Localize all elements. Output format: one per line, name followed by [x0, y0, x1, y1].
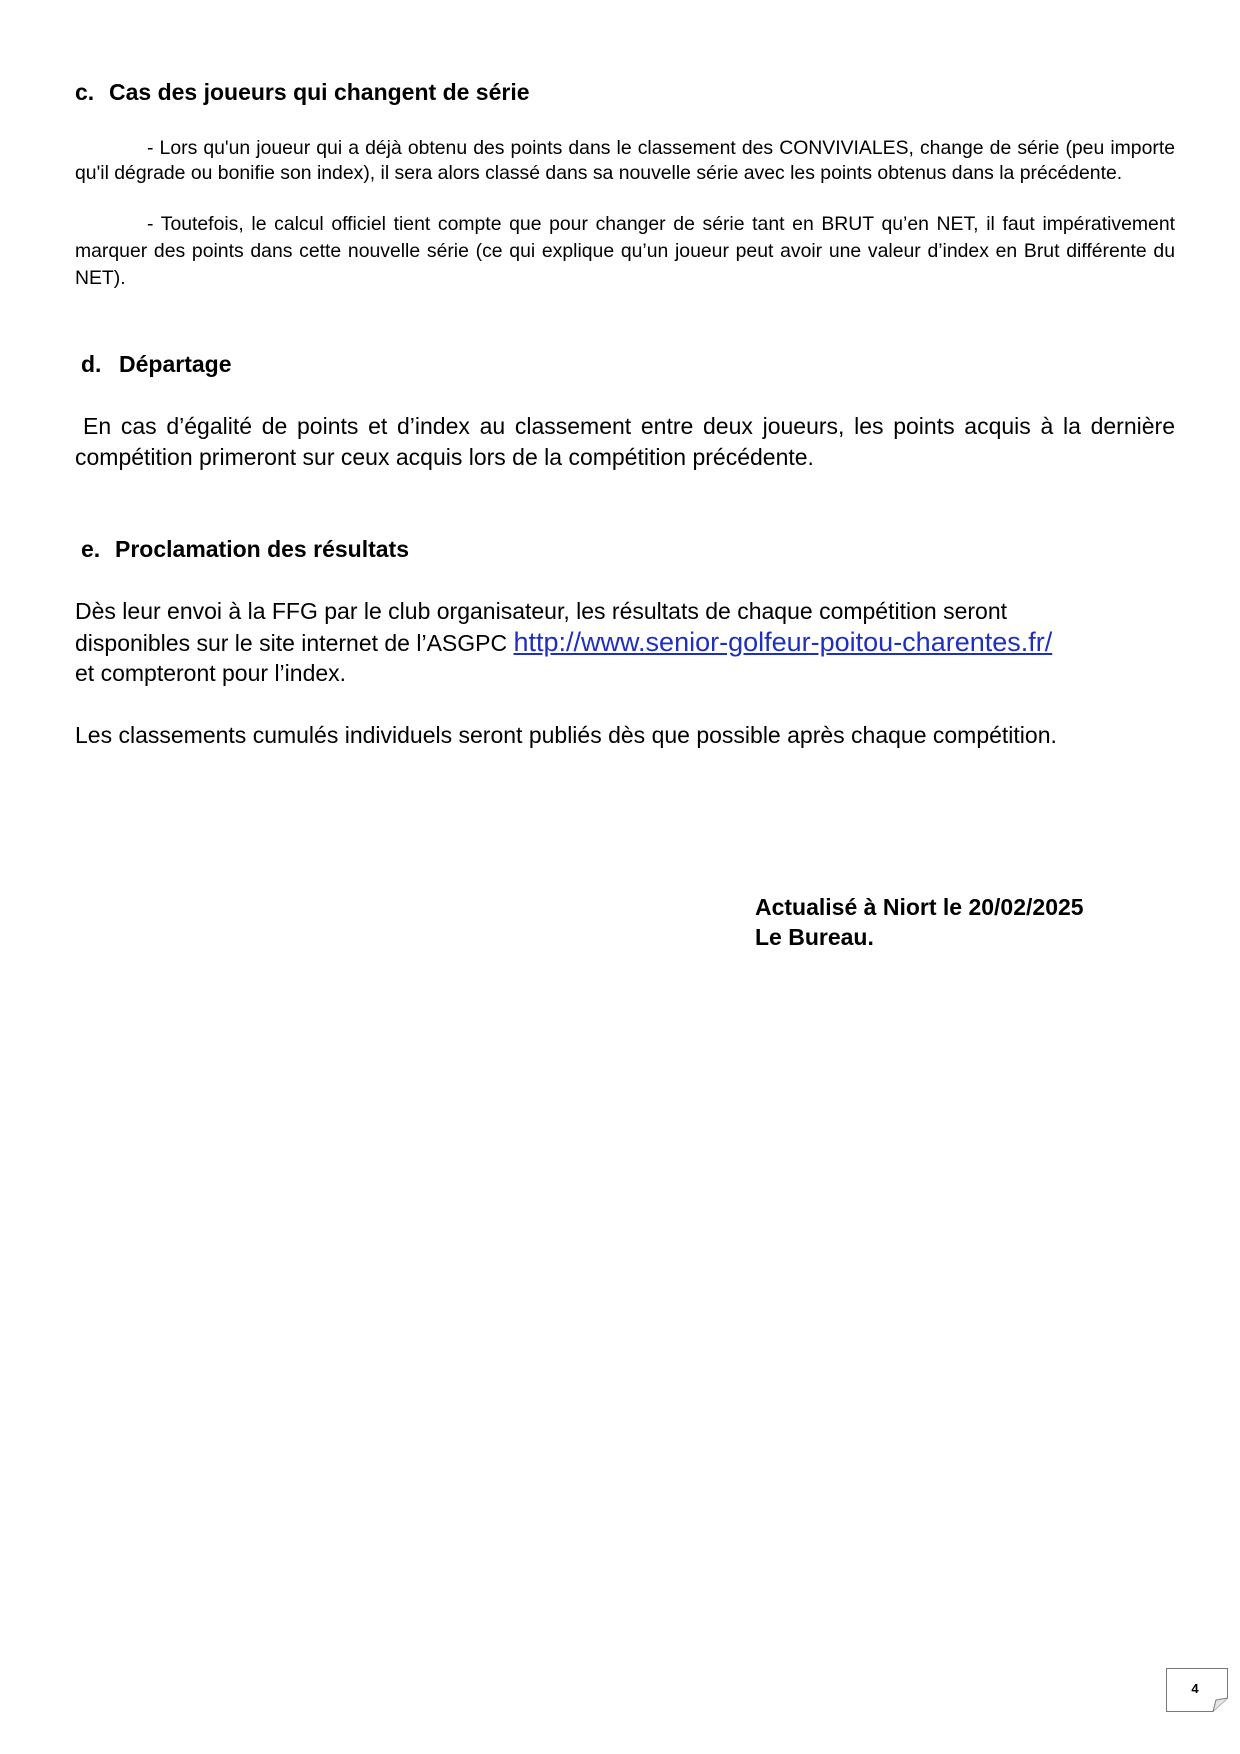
section-d-title: Départage [119, 351, 232, 377]
signature-bureau-line: Le Bureau. [755, 924, 874, 950]
section-e-line-3: et compteront pour l’index. [75, 660, 347, 686]
section-c-title: Cas des joueurs qui changent de série [109, 79, 530, 105]
section-e-body-2: Les classements cumulés individuels seront publiés dès que possible après chaque compétition. [75, 722, 1057, 748]
section-e-line-2-prefix: disponibles sur le site internet de l’ASGPC [75, 630, 514, 656]
section-c-bullet-1 [75, 136, 1175, 185]
section-e-line-2 [75, 627, 1052, 659]
section-d-heading [81, 350, 231, 378]
section-d-marker: d. [81, 351, 102, 377]
signature-date-line: Actualisé à Niort le 20/02/2025 [755, 894, 1084, 920]
section-c-bullet-2-text: - Toutefois, le calcul officiel tient compte que pour changer de série tant en BRUT qu’en NET, il faut impérativement marquer des points dans cette nouvelle série (ce qui explique qu’un joueur peut avoir une valeur d’index en Brut différente du NET). [75, 213, 1175, 289]
page-number-box [1166, 1668, 1228, 1712]
section-c-heading [75, 78, 530, 106]
page-number: 4 [1191, 1681, 1199, 1696]
section-c-marker: c. [75, 79, 95, 105]
section-e-line-1: Dès leur envoi à la FFG par le club organisateur, les résultats de chaque compétition seront [75, 598, 1007, 624]
asgpc-website-link[interactable]: http://www.senior-golfeur-poitou-charentes.fr/ [513, 627, 1053, 657]
section-e-title: Proclamation des résultats [115, 536, 409, 562]
section-d-body: En cas d’égalité de points et d’index au classement entre deux joueurs, les points acquis à la dernière compétition primeront sur ceux acquis lors de la compétition précédente. [75, 413, 1175, 470]
section-e-marker: e. [81, 536, 101, 562]
section-c-bullet-1-text: - Lors qu'un joueur qui a déjà obtenu des points dans le classement des CONVIVIALES, change de série (peu importe qu'il dégrade ou bonifie son index), il sera alors classé dans sa nouvelle série avec les points obtenus dans la précédente. [75, 137, 1175, 184]
section-c-bullet-2 [75, 211, 1175, 292]
section-e-heading [81, 535, 409, 563]
